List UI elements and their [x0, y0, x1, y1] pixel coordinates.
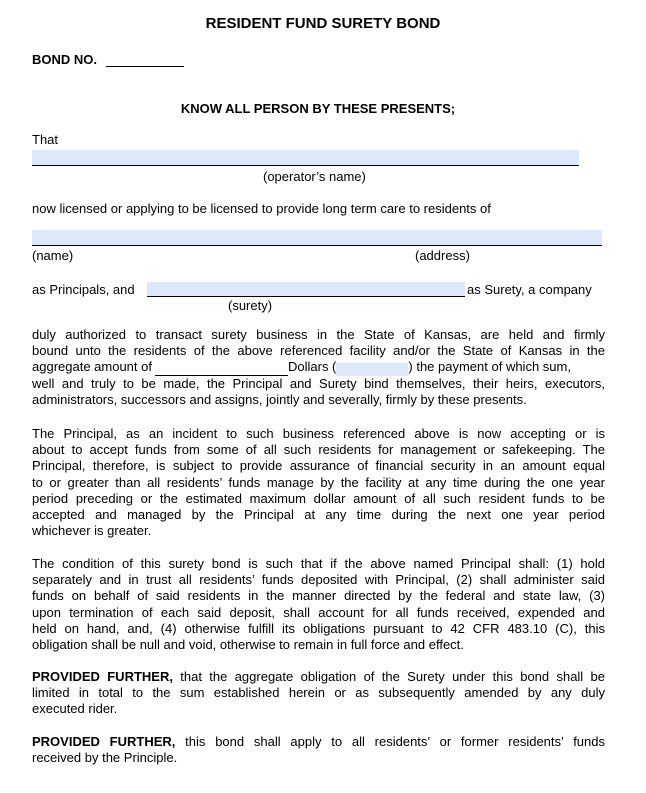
paragraph-line: administrators, successors and assigns, jointly and severally, firmly by these presents.: [32, 391, 527, 407]
address-caption: (address): [415, 248, 470, 263]
paragraph-line: separately and in trust all residents’ funds deposited with Principal, (2) shall administer said: [32, 572, 605, 588]
paragraph-line: obligation shall be null and void, otherwise to remain in full force and effect.: [32, 636, 464, 652]
paragraph-line: bound unto the residents of the above referenced facility and/or the State of Kansas in the: [32, 343, 605, 359]
paragraph-principal: [32, 426, 605, 539]
paragraph-line: accepted and managed by the Principal at any time during the next one year period: [32, 506, 605, 522]
paragraph-line: [32, 359, 605, 375]
paragraph-line: duly authorized to transact surety business in the State of Kansas, are held and firmly: [32, 327, 605, 342]
surety-field[interactable]: [147, 282, 465, 297]
surety-company-text: as Surety, a company: [467, 282, 592, 297]
paragraph-provided-further-2: [32, 734, 605, 766]
paragraph-line: upon termination of each said deposit, shall account for all funds received, expended and: [32, 604, 605, 620]
provided-further-label: PROVIDED FURTHER,: [32, 669, 173, 684]
paragraph-line: to or greater than all residents’ funds manage by the facility at any time during the one year: [32, 474, 605, 490]
paragraph-provided-further-1: [32, 669, 605, 718]
surety-caption: (surety): [228, 298, 273, 313]
paragraph-line: received by the Principle.: [32, 750, 178, 766]
paragraph-line: [32, 734, 605, 750]
paragraph-condition: [32, 556, 605, 653]
operator-caption: (operator’s name): [263, 169, 366, 184]
operator-name-field[interactable]: [32, 150, 579, 166]
paragraph-line: The condition of this surety bond is such that if the above named Principal shall: (1) hold: [32, 556, 605, 571]
paragraph-text: this bond shall apply to all residents’ or former residents’ funds: [175, 734, 605, 749]
provided-further-label: PROVIDED FURTHER,: [32, 734, 176, 749]
bond-no-field[interactable]: [106, 52, 184, 67]
paragraph-line: Principal, therefore, is subject to provide assurance of financial security in an amount equal: [32, 458, 605, 474]
paragraph-line: The Principal, as an incident to such business referenced above is now accepting or is: [32, 426, 605, 441]
paragraph-line: executed rider.: [32, 701, 118, 717]
facility-name-address-field[interactable]: [32, 230, 602, 246]
dollars-label: Dollars (: [287, 359, 337, 375]
paragraph-line: funds on behalf of said residents in the manner directed by the federal and state law, (3): [32, 588, 605, 604]
name-caption: (name): [32, 248, 74, 263]
that-label: That: [32, 132, 59, 147]
licensed-text: now licensed or applying to be licensed to provide long term care to residents of: [32, 201, 491, 216]
paragraph-line: about to accept funds from some of all such residents for management or safekeeping. The: [32, 442, 605, 458]
document-title: RESIDENT FUND SURETY BOND: [205, 15, 441, 32]
paragraph-line: period preceding or the estimated maximum dollar amount of all such resident funds to be: [32, 490, 605, 506]
bond-no-label: BOND NO.: [32, 52, 97, 67]
amount-numeric-field[interactable]: [336, 363, 408, 376]
payment-text: ) the payment of which sum,: [408, 359, 571, 375]
know-all-heading: KNOW ALL PERSON BY THESE PRESENTS;: [180, 101, 456, 116]
paragraph-line: limited in total to the sum established herein or as subsequently amended by any duly: [32, 685, 605, 701]
aggregate-amount-field[interactable]: [155, 362, 288, 376]
paragraph-line: whichever is greater.: [32, 523, 152, 539]
principals-label: as Principals, and: [32, 282, 135, 297]
paragraph-line: [32, 669, 605, 685]
aggregate-amount-label: aggregate amount of: [32, 359, 152, 375]
paragraph-text: that the aggregate obligation of the Surety under this bond shall be: [172, 669, 605, 684]
paragraph-authorization: [32, 327, 605, 408]
paragraph-line: held on hand, and, (4) otherwise fulfill its obligations pursuant to 42 CFR 483.10 (C), this: [32, 620, 605, 636]
paragraph-line: well and truly to be made, the Principal and Surety bind themselves, their heirs, executors,: [32, 375, 605, 391]
